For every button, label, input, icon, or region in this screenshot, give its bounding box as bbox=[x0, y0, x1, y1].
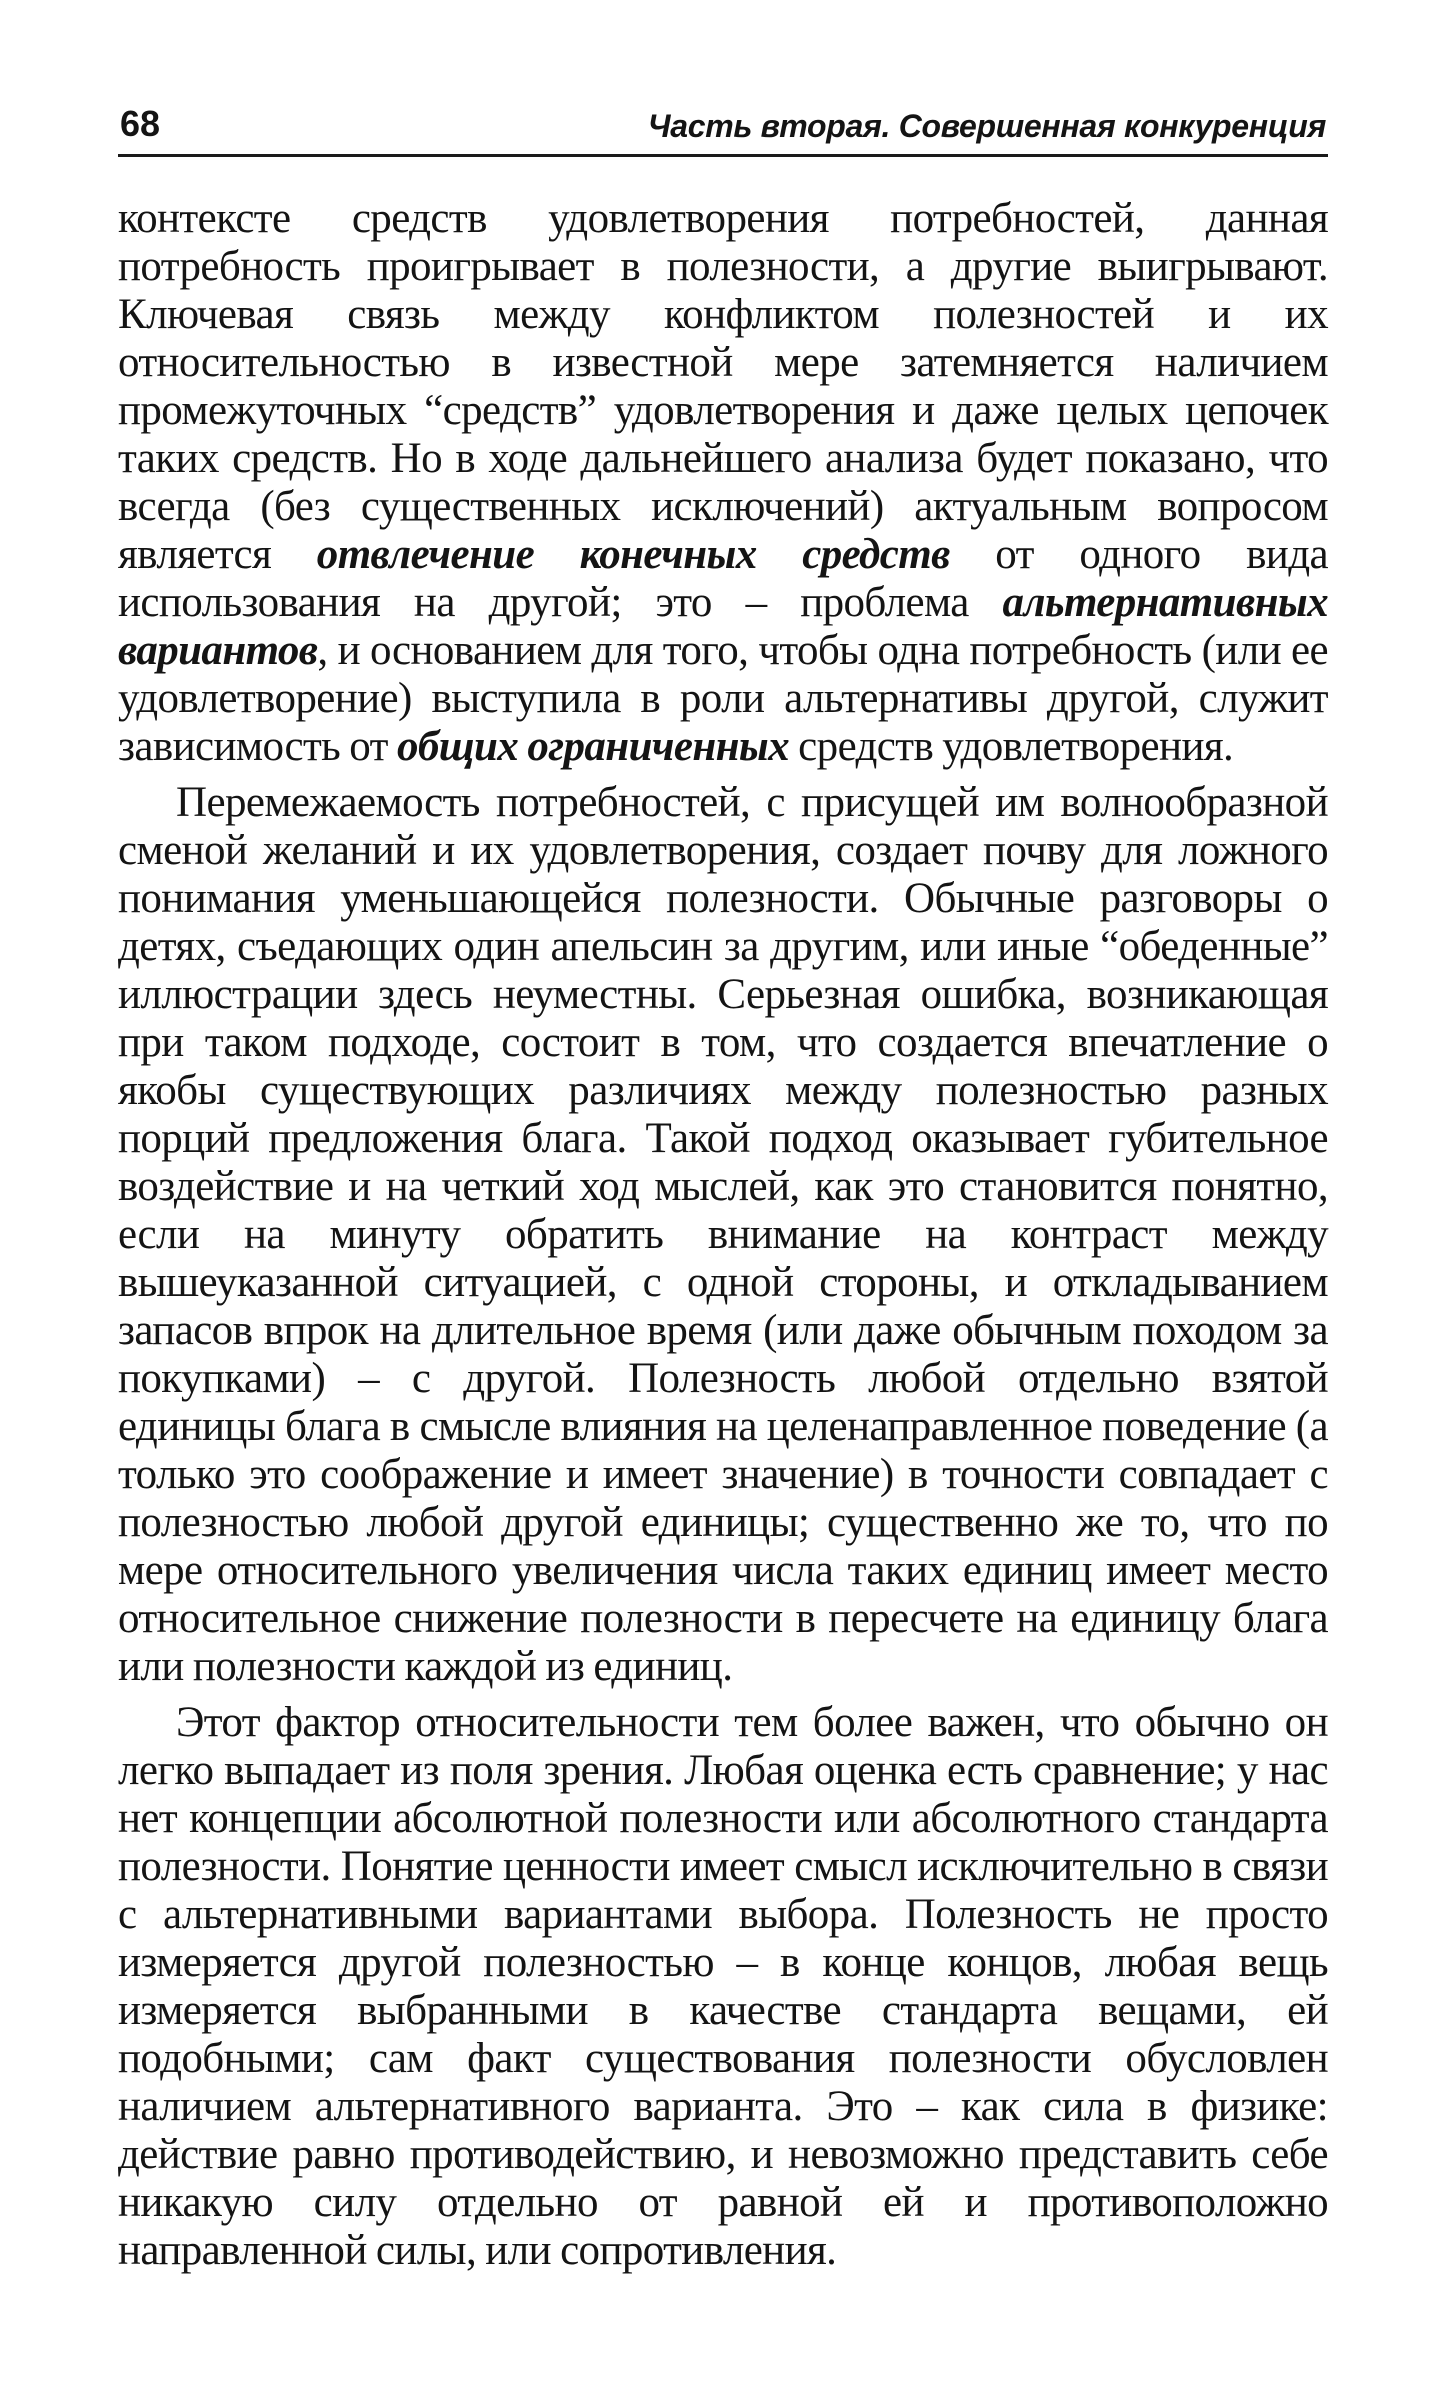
text-segment: Этот фактор относительности тем более важен, что обычно он легко выпадает из поля зрения. Любая оценка есть сравнение; у нас нет концепции абсолютной полезности или абсолютного стандарта полезности. Понятие ценности имеет смысл исключительно в связи с альтернативными вариантами выбора. Полезность не просто измеряется другой полезностью – в конце концов, любая вещь измеряется выбранными в качестве стандарта вещами, ей подобными; сам факт существования полезности обусловлен наличием альтернативного варианта. Это – как сила в физике: действие равно противодействию, и невозможно представить себе никакую силу отдельно от равной ей и противоположно направленной силы, или сопротивления. bbox=[118, 1699, 1328, 2274]
book-page bbox=[118, 98, 1328, 2283]
emphasis-text: общих ограниченных bbox=[396, 723, 790, 770]
running-header-title: Часть вторая. Совершенная конкуренция bbox=[647, 108, 1326, 144]
page-number: 68 bbox=[120, 103, 161, 144]
text-segment: контексте средств удовлетворения потребностей, данная потребность проигрывает в полезности, а другие выигрывают. Ключевая связь между конфликтом полезностей и их относительностью в известной мере затемняется наличием промежуточных “средств” удовлетворения и даже целых цепочек таких средств. Но в ходе дальнейшего анализа будет показано, что всегда (без существенных исключений) актуальным вопросом является bbox=[118, 195, 1328, 578]
paragraph-2 bbox=[118, 779, 1328, 1691]
running-header bbox=[118, 98, 1328, 157]
text-segment: от одного вида использования на другой; это – проблема bbox=[118, 531, 1328, 626]
paragraph-1 bbox=[118, 195, 1328, 771]
paragraph-3 bbox=[118, 1699, 1328, 2275]
text-segment: Перемежаемость потребностей, с присущей им волнообразной сменой желаний и их удовлетворения, создает почву для ложного понимания уменьшающейся полезности. Обычные разговоры о детях, съедающих один апельсин за другим, или иные “обеденные” иллюстрации здесь неуместны. Серьезная ошибка, возникающая при таком подходе, состоит в том, что создается впечатление о якобы существующих различиях между полезностью разных порций предложения блага. Такой подход оказывает губительное воздействие и на четкий ход мыслей, как это становится понятно, если на минуту обратить внимание на контраст между вышеуказанной ситуацией, с одной стороны, и откладыванием запасов впрок на длительное время (или даже обычным походом за покупками) – с другой. Полезность любой отдельно взятой единицы блага в смысле влияния на целенаправленное поведение (а только это соображение и имеет значение) в точности совпадает с полезностью любой другой единицы; существенно же то, что по мере относительного увеличения числа таких единиц имеет место относительное снижение полезности в пересчете на единицу блага или полезности каждой из единиц. bbox=[118, 779, 1328, 1690]
text-segment: средств удовлетворения. bbox=[789, 723, 1234, 770]
body-text bbox=[118, 195, 1328, 2275]
emphasis-text: отвлечение конечных средств bbox=[316, 531, 950, 578]
text-segment: , и основанием для того, чтобы одна потребность (или ее удовлетворение) выступила в роли альтернативы другой, служит зависимость от bbox=[118, 627, 1328, 770]
emphasis-text: альтернативных вариантов bbox=[118, 579, 1328, 674]
